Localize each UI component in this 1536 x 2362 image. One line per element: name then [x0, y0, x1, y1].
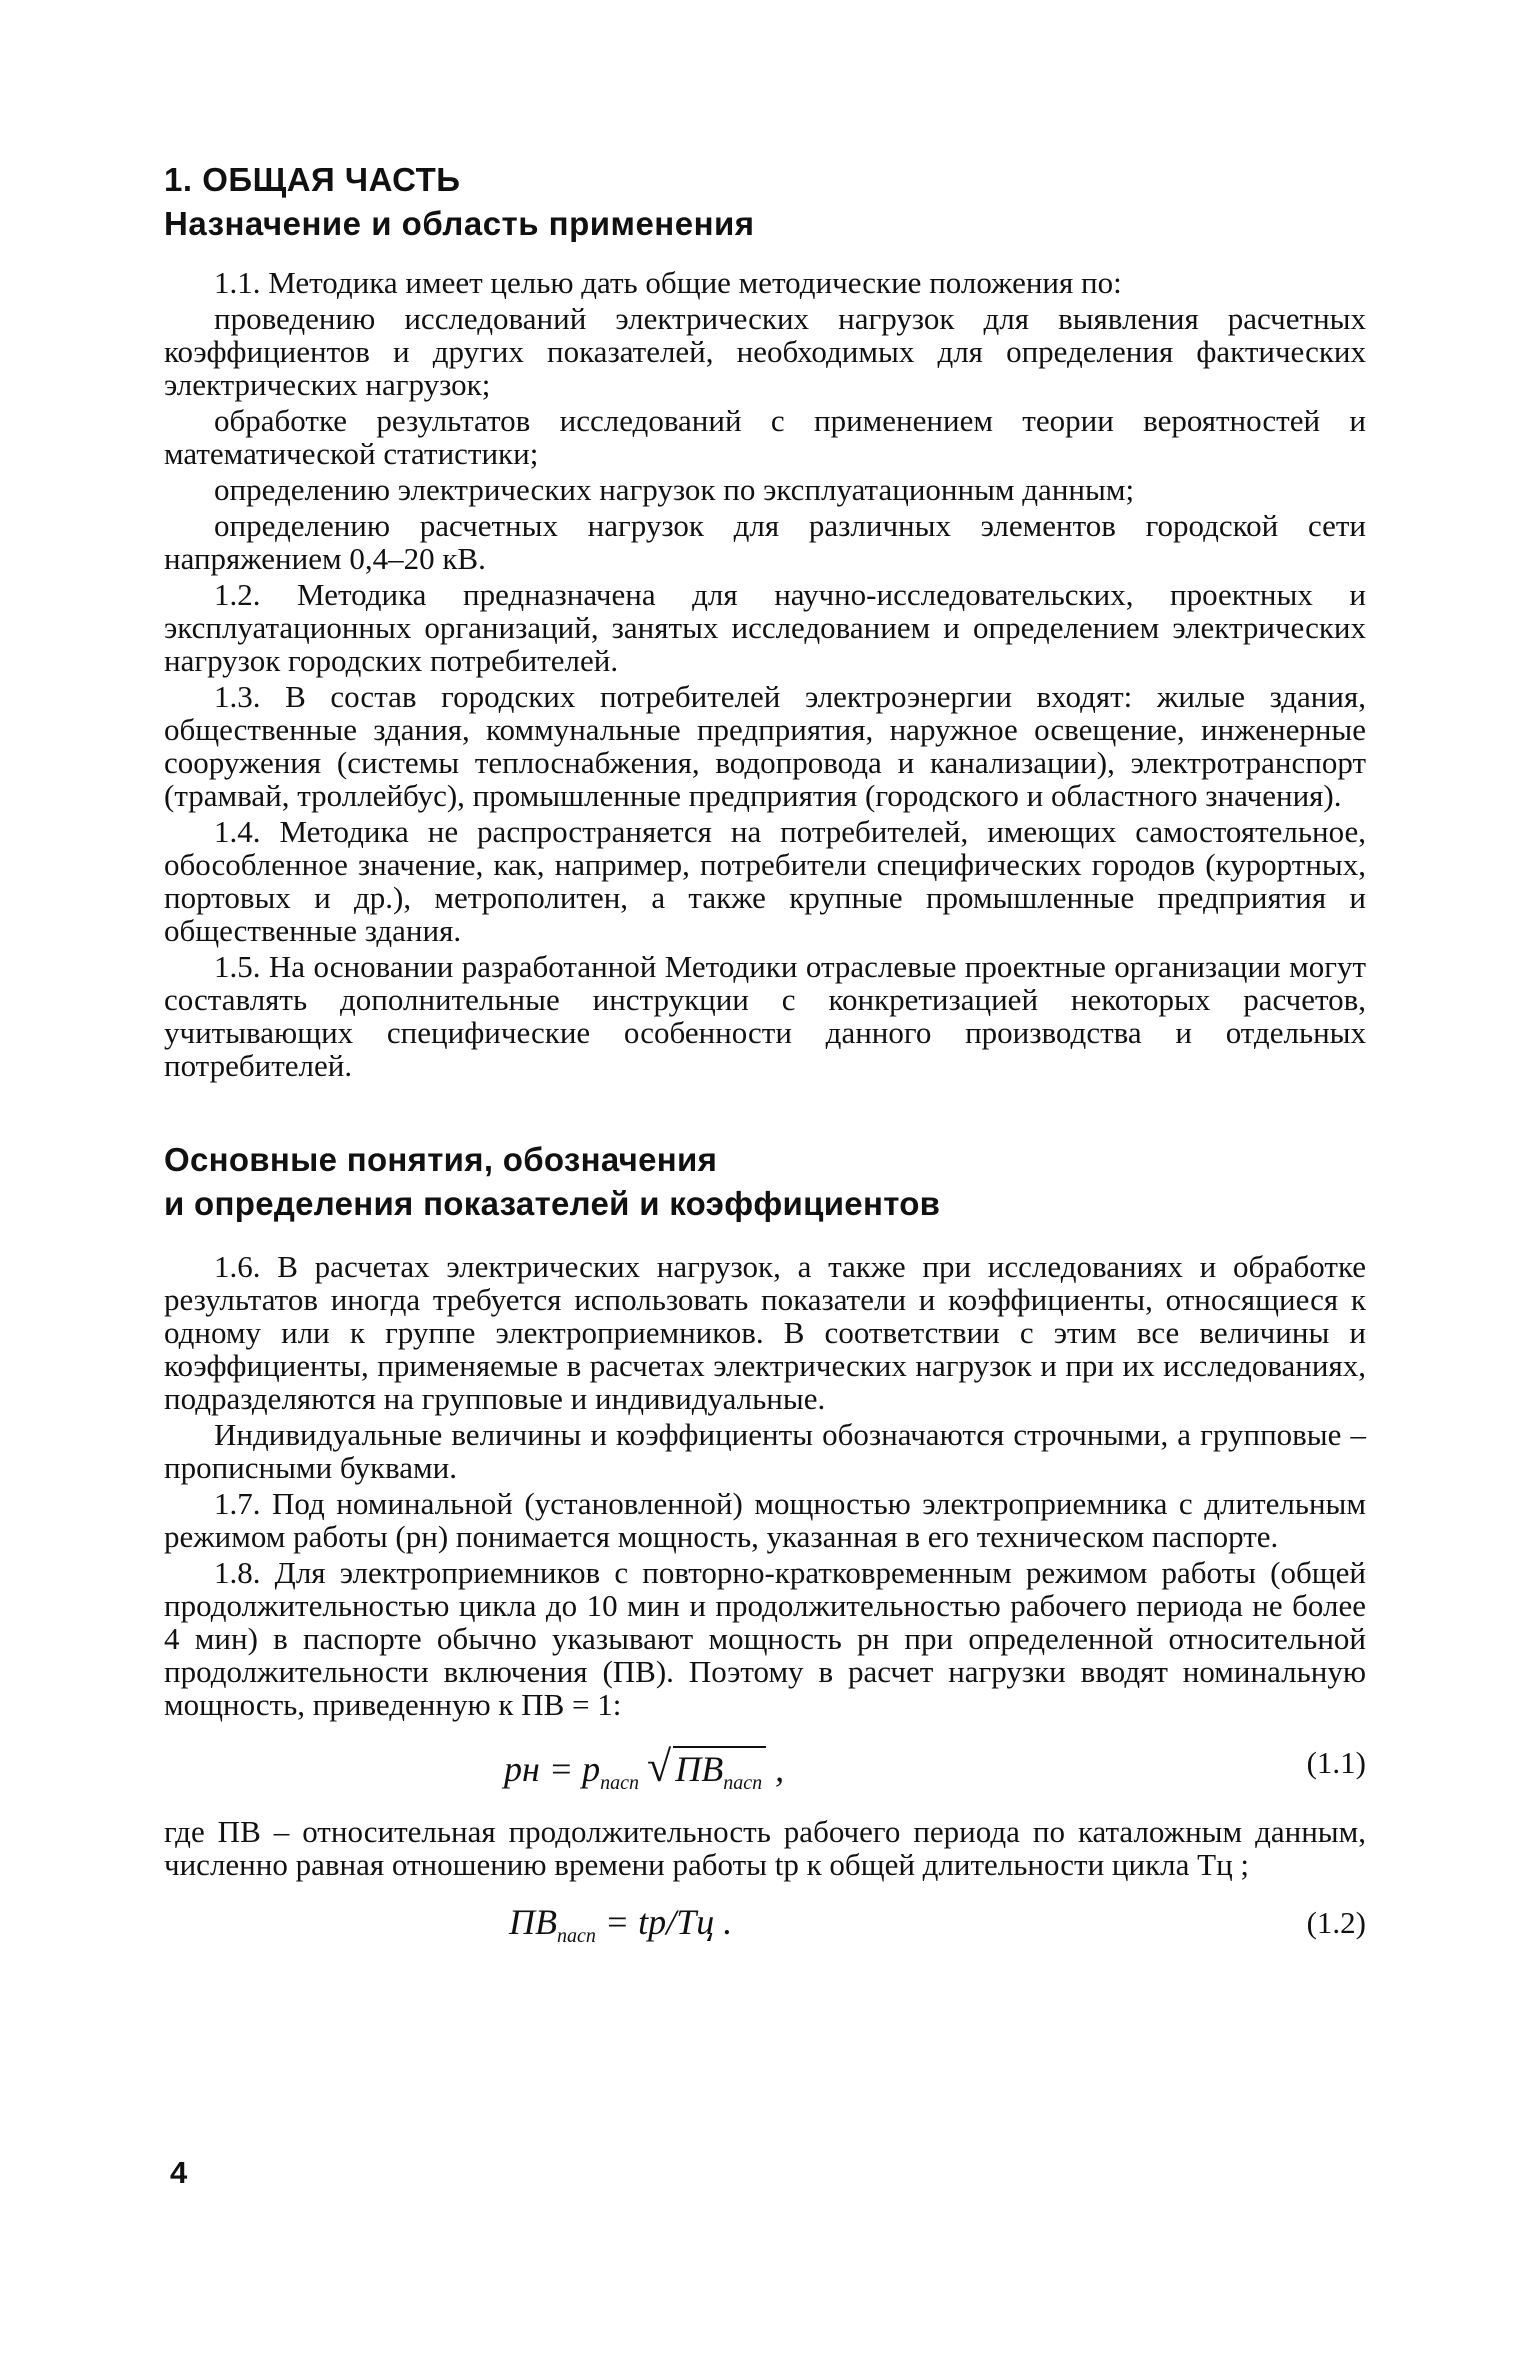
list-item: обработке результатов исследований с применением теории вероятностей и математической статистики; [164, 403, 1366, 471]
formula-1-1-expression [504, 1741, 784, 1795]
page-number: 4 [170, 2155, 188, 2190]
list-item: определению расчетных нагрузок для различных элементов городской сети напряжением 0,4–20 кВ. [164, 508, 1366, 576]
section-1-heading [164, 158, 1366, 246]
paragraph-1-4: 1.4. Методика не распространяется на потребителей, имеющих самостоятельное, обособленное значение, как, например, потребители специфических городов (курортных, портовых и др.), метрополитен, а также крупные промышленные предприятия и общественные здания. [164, 814, 1366, 948]
paragraph-1-1: 1.1. Методика имеет целью дать общие методические положения по: [214, 265, 1122, 300]
equation-number: (1.2) [1306, 1905, 1366, 1940]
paragraph-1-2: 1.2. Методика предназначена для научно-исследовательских, проектных и эксплуатационных организаций, занятых исследованием и определением электрических нагрузок городских потребителей. [164, 577, 1366, 678]
paragraph-1-7: 1.7. Под номинальной (установленной) мощностью электроприемника с длительным режимом работы (pн) понимается мощность, указанная в его техническом паспорте. [164, 1486, 1366, 1554]
paragraph-1-6: 1.6. В расчетах электрических нагрузок, а также при исследованиях и обработке результатов иногда требуется использовать показатели и коэффициенты, относящиеся к одному или к группе электроприемников. В соответствии с этим все величины и коэффициенты, применяемые в расчетах электрических нагрузок и при их исследованиях, подразделяются на групповые и индивидуальные. [164, 1249, 1366, 1416]
paragraph-where: где ПВ – относительная продолжительность рабочего периода по каталожным данным, численно равная отношению времени работы tр к общей длительности цикла Tц ; [164, 1814, 1366, 1882]
formula-1-2-expression [509, 1901, 732, 1948]
section-title: 1. ОБЩАЯ ЧАСТЬ [164, 161, 461, 198]
formula-p: p [582, 1749, 601, 1789]
section-subtitle: Назначение и область применения [164, 205, 755, 242]
section-2-heading [164, 1138, 1366, 1226]
formula-tail: , [775, 1749, 785, 1789]
paragraph-1-3: 1.3. В состав городских потребителей электроэнергии входят: жилые здания, общественные здания, коммунальные предприятия, наружное освещение, инженерные сооружения (системы теплоснабжения, водопровода и канализации), электротранспорт (трамвай, троллейбус), промышленные предприятия (городского и областного значения). [164, 679, 1366, 813]
paragraph-1-8: 1.8. Для электроприемников с повторно-кратковременным режимом работы (общей продолжительностью цикла до 10 мин и продолжительностью рабочего периода не более 4 мин) в паспорте обычно указывают мощность pн при определенной относительной продолжительности включения (ПВ). Поэтому в расчет нагрузки вводят номинальную мощность, приведенную к ПВ = 1: [164, 1555, 1366, 1722]
paragraph-1-6b: Индивидуальные величины и коэффициенты обозначаются строчными, а групповые – прописными буквами. [164, 1417, 1366, 1485]
formula-1-1 [164, 1727, 1366, 1805]
formula-pv-subscript: пасп [723, 1772, 763, 1795]
sqrt-icon: √ [647, 1742, 672, 1791]
page-content [164, 158, 1366, 1975]
formula-p-subscript: пасп [600, 1772, 640, 1795]
section-2-title-line-2: и определения показателей и коэффициентов [164, 1185, 941, 1222]
formula-pv: ПВ [675, 1749, 724, 1789]
formula-rhs: = tр/Tц . [604, 1902, 733, 1942]
list-item: определению электрических нагрузок по эксплуатационным данным; [214, 472, 1135, 507]
section-2-title-line-1: Основные понятия, обозначения [164, 1141, 718, 1178]
paragraph-1-5: 1.5. На основании разработанной Методики отраслевые проектные организации могут составлять дополнительные инструкции с конкретизацией некоторых расчетов, учитывающих специфические особенности данного производства и отдельных потребителей. [164, 949, 1366, 1083]
formula-1-2 [164, 1887, 1366, 1965]
formula-radicand [673, 1746, 766, 1795]
formula-pv: ПВ [509, 1902, 557, 1942]
formula-pv-subscript: пасп [557, 1925, 596, 1948]
list-item: проведению исследований электрических нагрузок для выявления расчетных коэффициентов и других показателей, необходимых для определения фактических электрических нагрузок; [164, 301, 1366, 402]
equation-number: (1.1) [1306, 1745, 1366, 1780]
formula-lhs: pн = [504, 1749, 574, 1789]
